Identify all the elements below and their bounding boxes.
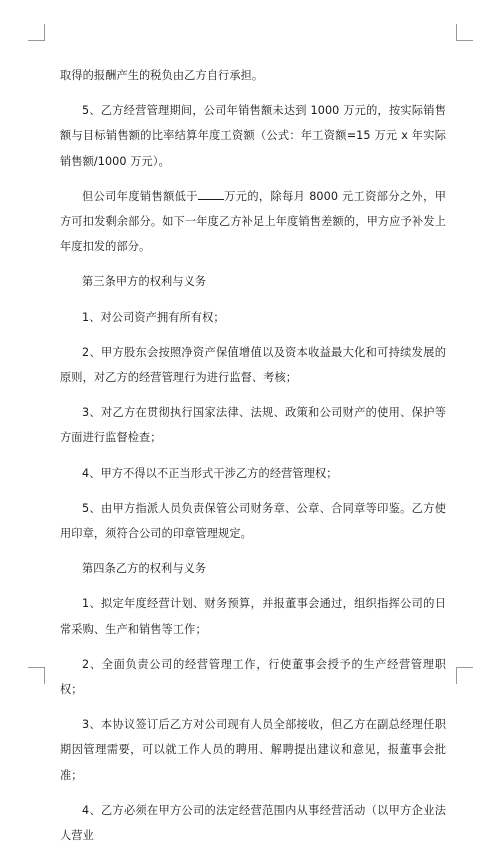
section-heading-article-4: 第四条乙方的权利与义务: [82, 562, 207, 576]
crop-mark-top-right: [456, 24, 473, 41]
fill-in-blank: [198, 188, 224, 200]
sales-threshold-text-after: 万元的，除每月 8000 元工资部分之外，甲方可扣发剩余部分。如下一年度乙方补足上年度销售差额的，甲方应予补发上年度扣发的部分。: [60, 189, 446, 254]
paragraph-continuation: 取得的报酬产生的税负由乙方自行承担。: [60, 69, 264, 82]
paragraph-article-3-item-2: 2、甲方股东会按照净资产保值增值以及资本收益最大化和可持续发展的原则，对乙方的经营管理行为进行监督、考核；: [60, 345, 446, 385]
paragraph-article-3-item-1: 1、对公司资产拥有所有权；: [82, 310, 225, 324]
paragraph-article-4-item-4: 4、乙方必须在甲方公司的法定经营范围内从事经营活动（以甲方企业法人营业: [60, 803, 446, 843]
section-heading-article-3: 第三条甲方的权利与义务: [82, 275, 207, 289]
crop-mark-top-left: [28, 24, 45, 41]
paragraph-sales-threshold: [60, 184, 446, 260]
paragraph-clause-5-salary: 5、乙方经营管理期间，公司年销售额未达到 1000 万元的，按实际销售额与目标销售额的比率结算年度工资额（公式：年工资额=15 万元 x 年实际销售额/1000 万元）。: [60, 104, 446, 168]
document-body: [60, 63, 446, 858]
paragraph-article-4-item-2: 2、全面负责公司的经营管理工作，行使董事会授予的生产经营管理职权；: [60, 657, 446, 697]
sales-threshold-text-before: 但公司年度销售额低于: [82, 189, 198, 203]
crop-mark-bottom-left: [28, 667, 45, 684]
paragraph-article-4-item-1: 1、拟定年度经营计划、财务预算，并报董事会通过，组织指挥公司的日常采购、生产和销售等工作；: [60, 597, 446, 636]
paragraph-article-3-item-3: 3、对乙方在贯彻执行国家法律、法规、政策和公司财产的使用、保护等方面进行监督检查；: [60, 406, 446, 445]
paragraph-article-3-item-5: 5、由甲方指派人员负责保管公司财务章、公章、合同章等印鉴。乙方使用印章，须符合公司的印章管理规定。: [60, 501, 446, 541]
paragraph-article-3-item-4: 4、甲方不得以不正当形式干涉乙方的经营管理权；: [82, 466, 338, 480]
paragraph-article-4-item-3: 3、本协议签订后乙方对公司现有人员全部接收，但乙方在副总经理任职期因管理需要，可以就工作人员的聘用、解聘提出建议和意见，报董事会批准；: [60, 718, 446, 782]
crop-mark-bottom-right: [456, 667, 473, 684]
